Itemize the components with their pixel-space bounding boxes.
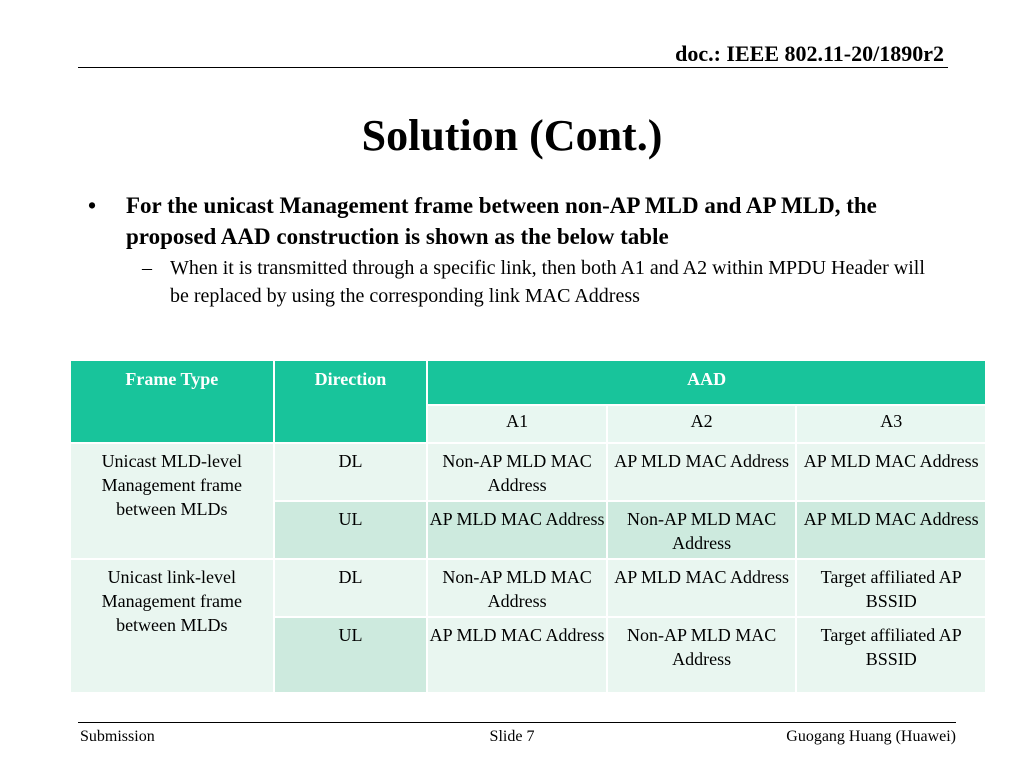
- header-aad: AAD: [427, 360, 986, 405]
- header-direction: Direction: [274, 360, 428, 443]
- header-divider: [78, 67, 948, 68]
- bullet-level1-text: For the unicast Management frame between non-AP MLD and AP MLD, the proposed AAD construction is shown as the below table: [126, 193, 877, 249]
- a1-cell: Non-AP MLD MAC Address: [427, 559, 607, 617]
- frame-type-cell: Unicast link-level Management frame between MLDs: [70, 559, 274, 693]
- a2-cell: AP MLD MAC Address: [607, 443, 797, 501]
- frame-type-cell: Unicast MLD-level Management frame between MLDs: [70, 443, 274, 559]
- footer-submission: Submission: [80, 728, 155, 745]
- bullet-dash-icon: –: [142, 257, 152, 279]
- a1-cell: Non-AP MLD MAC Address: [427, 443, 607, 501]
- table-header-row: [70, 360, 986, 405]
- direction-cell: UL: [274, 501, 428, 559]
- a2-cell: Non-AP MLD MAC Address: [607, 617, 797, 693]
- a3-cell: Target affiliated AP BSSID: [796, 617, 986, 693]
- header-frame-type: Frame Type: [70, 360, 274, 443]
- a3-cell: AP MLD MAC Address: [796, 443, 986, 501]
- document-id: doc.: IEEE 802.11-20/1890r2: [675, 41, 944, 66]
- table-row: [70, 559, 986, 617]
- a3-cell: Target affiliated AP BSSID: [796, 559, 986, 617]
- bullet-dot-icon: •: [88, 193, 97, 218]
- a2-cell: Non-AP MLD MAC Address: [607, 501, 797, 559]
- bullet-level2: [142, 254, 948, 310]
- subheader-a3: A3: [796, 405, 986, 443]
- footer-divider: [78, 722, 956, 723]
- subheader-a2: A2: [607, 405, 797, 443]
- aad-table: [69, 359, 987, 694]
- direction-cell: UL: [274, 617, 428, 693]
- a3-cell: AP MLD MAC Address: [796, 501, 986, 559]
- direction-cell: DL: [274, 559, 428, 617]
- table-row: [70, 443, 986, 501]
- slide-title: Solution (Cont.): [361, 111, 663, 160]
- direction-cell: DL: [274, 443, 428, 501]
- a1-cell: AP MLD MAC Address: [427, 501, 607, 559]
- a2-cell: AP MLD MAC Address: [607, 559, 797, 617]
- bullet-level1: [88, 190, 948, 252]
- footer-slide-number: Slide 7: [489, 728, 535, 745]
- subheader-a1: A1: [427, 405, 607, 443]
- footer-author: Guogang Huang (Huawei): [786, 728, 956, 745]
- bullet-level2-text: When it is transmitted through a specific link, then both A1 and A2 within MPDU Header will be replaced by using the corresponding link MAC Address: [170, 257, 925, 307]
- a1-cell: AP MLD MAC Address: [427, 617, 607, 693]
- bullet-list: [88, 190, 948, 310]
